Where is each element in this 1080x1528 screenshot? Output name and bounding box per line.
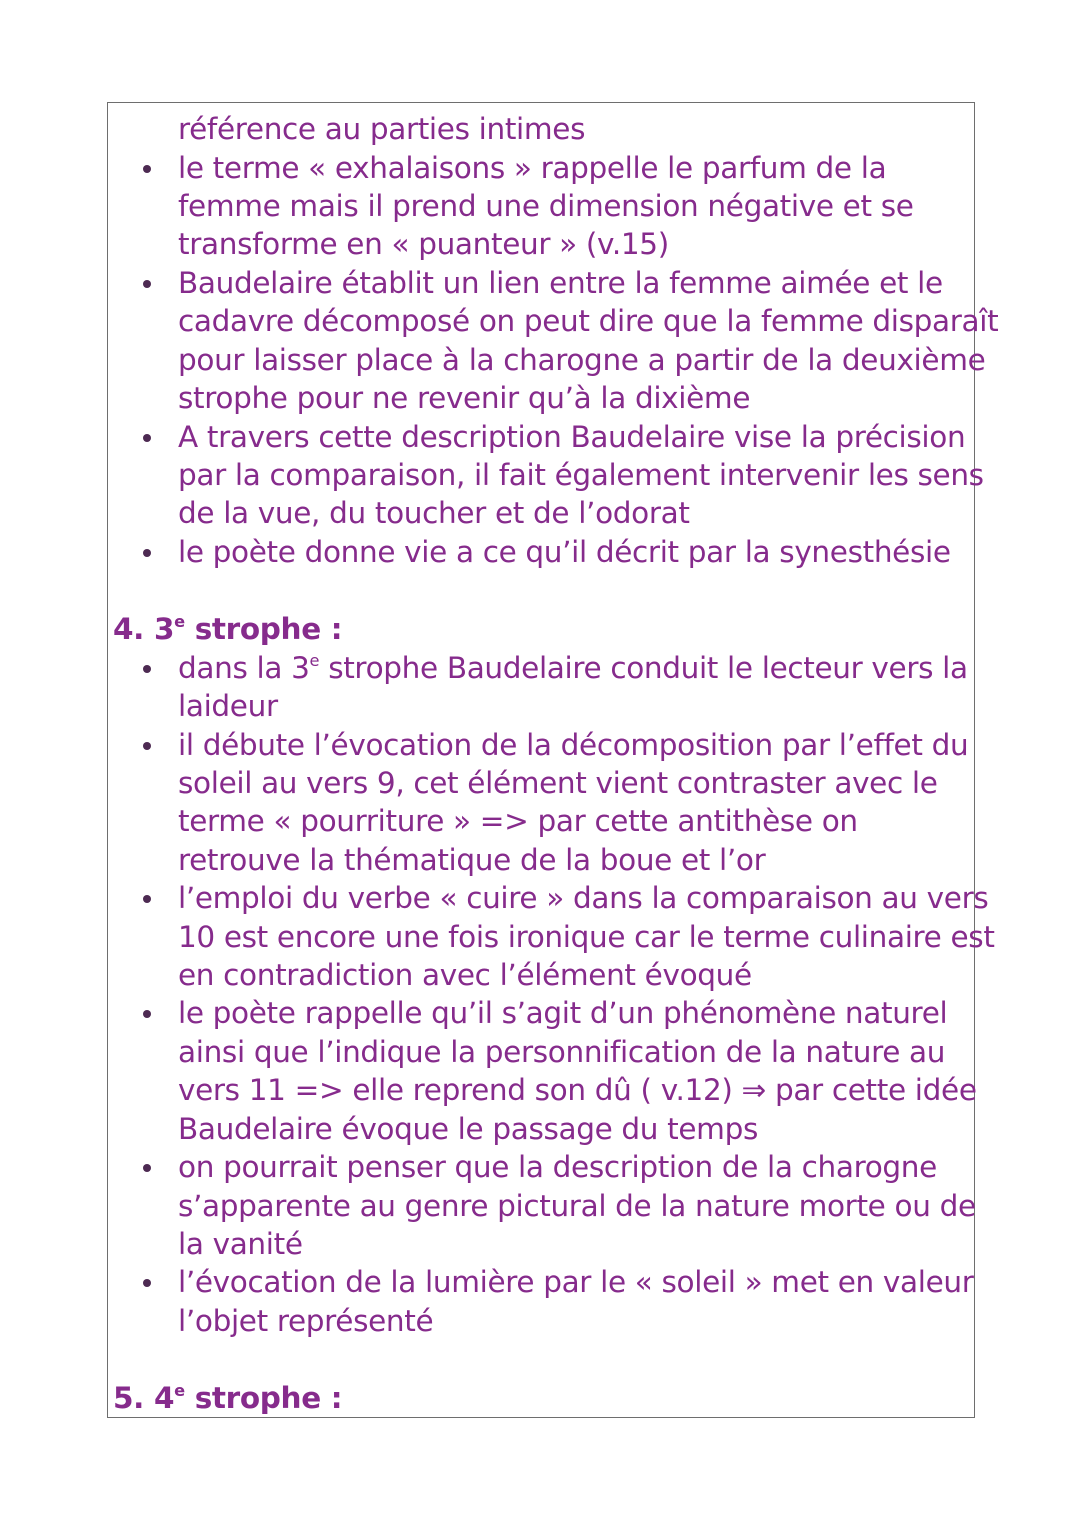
text-line: la vanité xyxy=(178,1227,303,1261)
text-line: strophe pour ne revenir qu’à la dixième xyxy=(178,381,751,415)
text-line: référence au parties intimes xyxy=(178,112,586,146)
text-line: le terme « exhalaisons » rappelle le parfum de la xyxy=(178,151,887,185)
bullet-icon xyxy=(143,549,151,557)
text-line: par la comparaison, il fait également intervenir les sens xyxy=(178,458,984,492)
text-line: le poète donne vie a ce qu’il décrit par la synesthésie xyxy=(178,535,951,569)
text-line: 10 est encore une fois ironique car le terme culinaire est xyxy=(178,920,995,954)
text-line: on pourrait penser que la description de la charogne xyxy=(178,1150,937,1184)
text-line: Baudelaire établit un lien entre la femme aimée et le xyxy=(178,266,943,300)
bullet-icon xyxy=(143,665,151,673)
document-frame xyxy=(107,102,999,1418)
text-line: ainsi que l’indique la personnification de la nature au xyxy=(178,1035,946,1069)
bullet-icon xyxy=(143,434,151,442)
text-line: terme « pourriture » => par cette antithèse on xyxy=(178,804,858,838)
text-line: vers 11 => elle reprend son dû ( v.12) ⇒ par cette idée xyxy=(178,1073,977,1107)
text-line: laideur xyxy=(178,689,278,723)
text-line: l’évocation de la lumière par le « soleil » met en valeur xyxy=(178,1265,974,1299)
bullet-icon xyxy=(143,742,151,750)
text-line: soleil au vers 9, cet élément vient contraster avec le xyxy=(178,766,938,800)
bullet-icon xyxy=(143,1279,151,1287)
text-line: il débute l’évocation de la décomposition par l’effet du xyxy=(178,728,969,762)
bullet-icon xyxy=(143,280,151,288)
text-line: femme mais il prend une dimension négative et se xyxy=(178,189,914,223)
section-heading: 4. 3e strophe : xyxy=(113,611,343,646)
text-line: l’objet représenté xyxy=(178,1304,434,1338)
text-line: dans la 3e strophe Baudelaire conduit le lecteur vers la xyxy=(178,650,968,685)
text-line: en contradiction avec l’élément évoqué xyxy=(178,958,752,992)
bullet-icon xyxy=(143,895,151,903)
text-line: retrouve la thématique de la boue et l’or xyxy=(178,843,766,877)
text-line: cadavre décomposé on peut dire que la femme disparaît xyxy=(178,304,999,338)
bullet-icon xyxy=(143,1010,151,1018)
text-line: Baudelaire évoque le passage du temps xyxy=(178,1112,758,1146)
text-line: A travers cette description Baudelaire vise la précision xyxy=(178,420,966,454)
section-heading: 5. 4e strophe : xyxy=(113,1380,343,1415)
text-line: transforme en « puanteur » (v.15) xyxy=(178,227,669,261)
bullet-icon xyxy=(143,1164,151,1172)
text-line: s’apparente au genre pictural de la nature morte ou de xyxy=(178,1189,976,1223)
text-line: pour laisser place à la charogne a partir de la deuxième xyxy=(178,343,986,377)
bullet-icon xyxy=(143,165,151,173)
text-line: de la vue, du toucher et de l’odorat xyxy=(178,496,690,530)
text-line: le poète rappelle qu’il s’agit d’un phénomène naturel xyxy=(178,996,948,1030)
text-line: l’emploi du verbe « cuire » dans la comparaison au vers xyxy=(178,881,989,915)
